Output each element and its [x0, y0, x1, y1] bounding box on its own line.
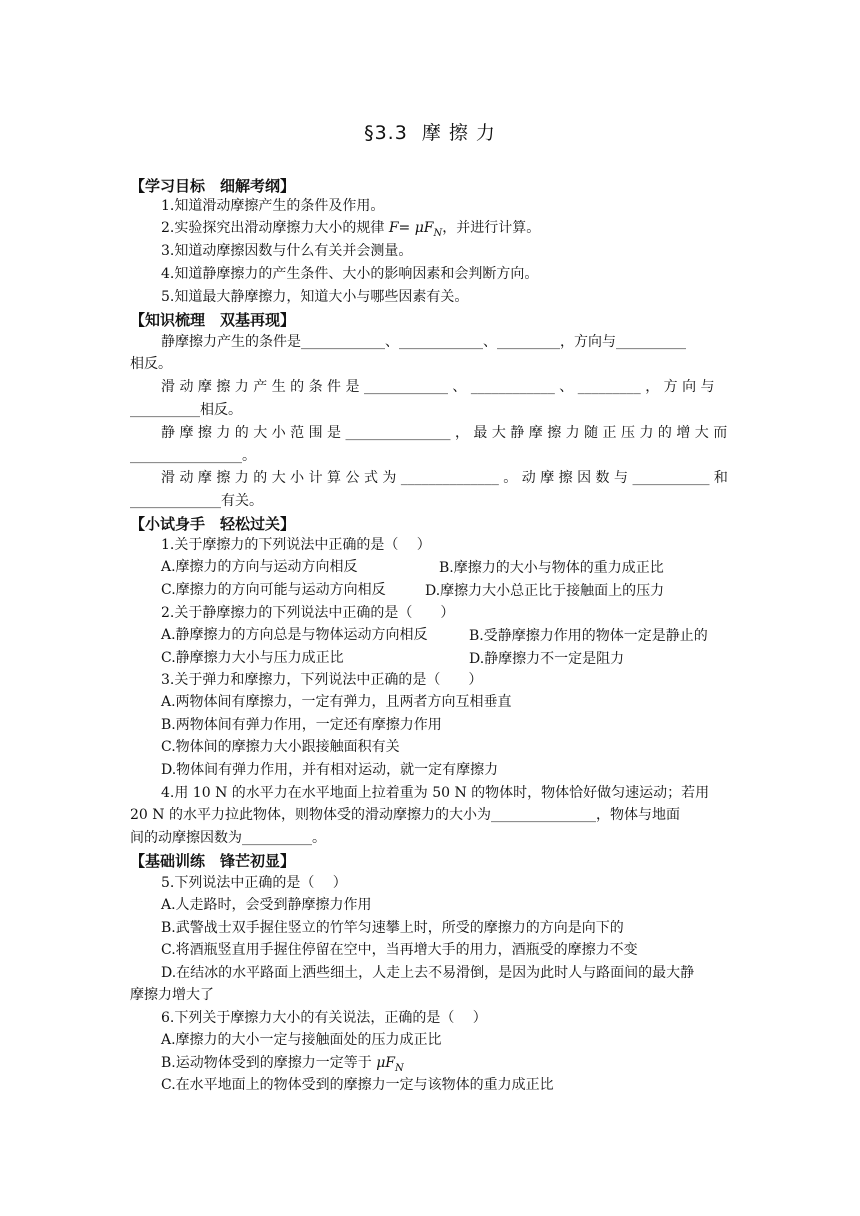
question-stem: 5.下列说法中正确的是（ ）: [161, 875, 347, 891]
question-stem: 6.下列关于摩擦力大小的有关说法，正确的是（ ）: [161, 1010, 487, 1026]
question-line: 20 N 的水平力拉此物体，则物体受的滑动摩擦力的大小为_______________，物体与地面: [130, 807, 680, 823]
option: B.摩擦力的大小与物体的重力成正比: [439, 560, 664, 576]
question-line: 间的动摩擦因数为__________。: [130, 830, 326, 846]
option: C.静摩擦力大小与压力成正比: [161, 650, 344, 666]
knowledge-line: __________相反。: [130, 402, 242, 418]
option: A.人走路时，会受到静摩擦力作用: [161, 897, 372, 913]
question-stem: 1.关于摩擦力的下列说法中正确的是（ ）: [161, 537, 431, 553]
goal-item: 3.知道动摩擦因数与什么有关并会测量。: [161, 243, 413, 259]
option: D.在结冰的水平路面上洒些细土，人走上去不易滑倒，是因为此时人与路面间的最大静: [161, 965, 695, 981]
knowledge-line: 滑 动 摩 擦 力 产 生 的 条 件 是 ____________ 、 ____________ 、 _________ ， 方 向 与: [161, 379, 715, 395]
knowledge-line: 相反。: [130, 356, 172, 372]
option: D.物体间有弹力作用，并有相对运动，就一定有摩擦力: [161, 762, 499, 778]
question-stem: 3.关于弹力和摩擦力，下列说法中正确的是（ ）: [161, 672, 483, 688]
knowledge-line: 静 摩 擦 力 的 大 小 范 围 是 _______________ ， 最 大 静 摩 擦 力 随 正 压 力 的 增 大 而: [161, 425, 728, 441]
option: B.两物体间有弹力作用，一定还有摩擦力作用: [161, 717, 442, 733]
option: C.将酒瓶竖直用手握住停留在空中，当再增大手的用力，酒瓶受的摩擦力不变: [161, 942, 638, 958]
heading-quick-test: 【小试身手 轻松过关】: [130, 515, 296, 533]
option: D.静摩擦力不一定是阻力: [469, 651, 625, 667]
option: A.静摩擦力的方向总是与物体运动方向相反: [161, 627, 428, 643]
knowledge-line: ________________。: [130, 448, 256, 464]
heading-learning-goals: 【学习目标 细解考纲】: [130, 177, 296, 195]
option: A.摩擦力的方向与运动方向相反: [161, 559, 358, 575]
knowledge-line: _____________有关。: [130, 493, 263, 509]
option-continued: 摩擦力增大了: [130, 987, 214, 1003]
knowledge-line: 静摩擦力产生的条件是____________、____________、_________，方向与__________: [161, 334, 686, 350]
page-title: [0, 118, 860, 145]
option: B.受静摩擦力作用的物体一定是静止的: [469, 628, 708, 644]
goal-item: 5.知道最大静摩擦力，知道大小与哪些因素有关。: [161, 289, 469, 305]
heading-knowledge: 【知识梳理 双基再现】: [130, 311, 296, 329]
goal-item: 1.知道滑动摩擦产生的条件及作用。: [161, 198, 385, 214]
title-text: 摩 擦 力: [421, 122, 496, 144]
heading-basic-training: 【基础训练 锋芒初显】: [130, 852, 296, 870]
knowledge-line: 滑 动 摩 擦 力 的 大 小 计 算 公 式 为 ______________ 。 动 摩 擦 因 数 与 ___________ 和: [161, 470, 728, 486]
option: A.摩擦力的大小一定与接触面处的压力成正比: [161, 1032, 442, 1048]
option: A.两物体间有摩擦力，一定有弹力，且两者方向互相垂直: [161, 694, 512, 710]
section-number: §3.3: [364, 122, 408, 144]
option: B.武警战士双手握住竖立的竹竿匀速攀上时，所受的摩擦力的方向是向下的: [161, 920, 624, 936]
question-stem: 4.用 10 N 的水平力在水平地面上拉着重为 50 N 的物体时，物体恰好做匀速运动；若用: [161, 785, 710, 801]
option: C.在水平地面上的物体受到的摩擦力一定与该物体的重力成正比: [161, 1077, 554, 1093]
option: C.物体间的摩擦力大小跟接触面积有关: [161, 739, 400, 755]
option: D.摩擦力大小总正比于接触面上的压力: [425, 583, 665, 599]
goal-item: 4.知道静摩擦力的产生条件、大小的影响因素和会判断方向。: [161, 266, 539, 282]
option: C.摩擦力的方向可能与运动方向相反: [161, 582, 386, 598]
option: B.运动物体受到的摩擦力一定等于 $\mu F_N$: [161, 1055, 404, 1074]
goal-item: 2.实验探究出滑动摩擦力大小的规律 $F= \mu F_N$，并进行计算。: [161, 220, 541, 239]
question-stem: 2.关于静摩擦力的下列说法中正确的是（ ）: [161, 605, 455, 621]
